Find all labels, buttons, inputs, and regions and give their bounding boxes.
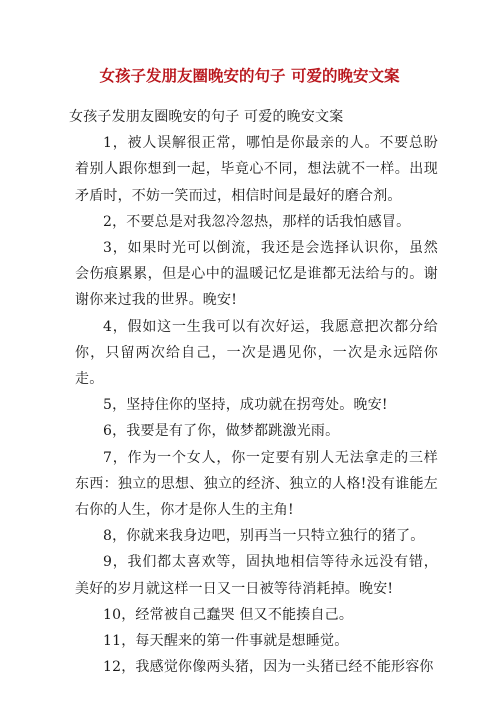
paragraph-1: 1，被人误解很正常，哪怕是你最亲的人。不要总盼着别人跟你想到一起，毕竟心不同，想法就不一样。出现矛盾时，不妨一笑而过，相信时间是最好的磨合剂。 [75,135,438,204]
paragraph-2: 2，不要总是对我忽冷忽热，那样的话我怕感冒。 [103,213,411,230]
paragraph-12: 12，我感觉你像两头猪，因为一头猪已经不能形容你 [103,659,434,676]
document-subtitle: 女孩子发朋友圈晚安的句子 可爱的晚安文案 [69,109,344,125]
paragraph-5: 5，坚持住你的坚持，成功就在拐弯处。晚安! [103,397,388,414]
paragraph-6: 6，我要是有了你，做梦都跳激光雨。 [103,423,340,440]
paragraph-3: 3，如果时光可以倒流，我还是会选择认识你，虽然会伤痕累累，但是心中的温暖记忆是谁都无法给与的。谢谢你来过我的世界。晚安! [75,240,438,309]
document-body [69,104,438,680]
paragraph-7: 7，作为一个女人，你一定要有别人无法拿走的三样东西：独立的思想、独立的经济、独立的人格!没有谁能左右你的人生，你才是你人生的主角! [75,449,438,519]
paragraph-8: 8，你就来我身边吧，别再当一只特立独行的猪了。 [103,528,425,545]
paragraph-9: 9，我们都太喜欢等，固执地相信等待永远没有错，美好的岁月就这样一日又一日被等待消耗掉。晚安! [75,554,438,597]
paragraph-10: 10，经常被自己蠢哭 但又不能揍自己。 [103,606,354,623]
paragraph-11: 11，每天醒来的第一件事就是想睡觉。 [103,633,349,650]
document-title: 女孩子发朋友圈晚安的句子 可爱的晚安文案 [99,66,400,85]
paragraph-4: 4，假如这一生我可以有次好运，我愿意把次都分给你，只留两次给自己，一次是遇见你，一次是永远陪你走。 [75,318,438,388]
